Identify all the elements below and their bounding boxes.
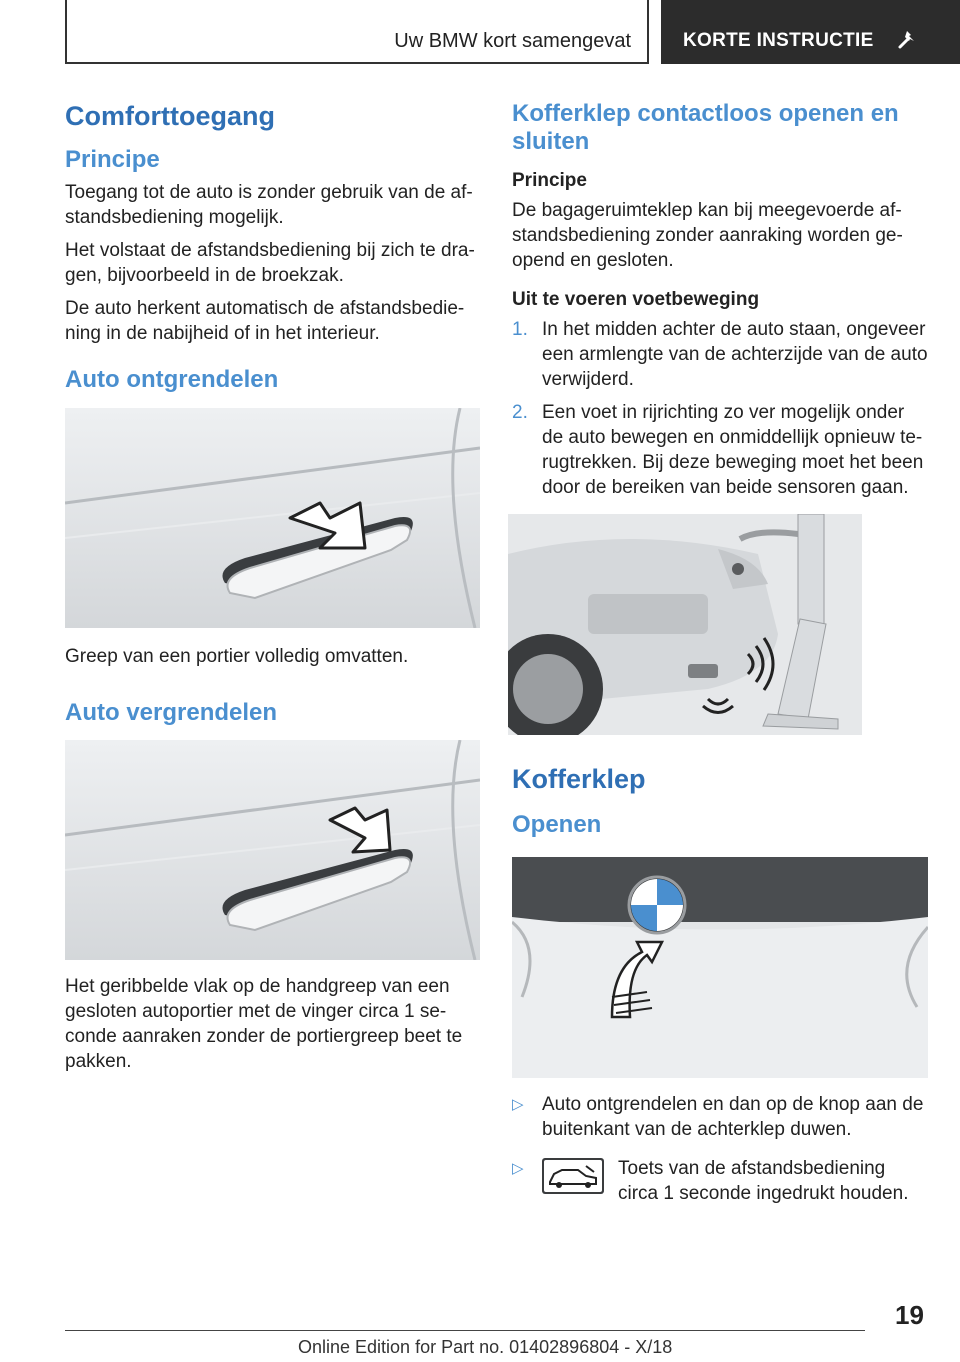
door-handle-unlock-image	[65, 408, 480, 628]
step-text: Een voet in rijrichting zo ver mogelijk onder de auto bewegen en onmiddellijk opnieuw te-rugtrekken. Bij deze beweging moet het been door de bereiken van beide sensoren gaan.	[542, 402, 924, 498]
header-chapter-tab	[661, 0, 960, 64]
contactless-principle-heading: Principe	[512, 170, 587, 191]
car-rear-foot-gesture-image	[508, 514, 862, 735]
principle-paragraph-2: Het volstaat de afstandsbediening bij zich te dra-gen, bijvoorbeeld in de broekzak.	[65, 239, 475, 286]
right-column	[512, 100, 928, 1206]
trunk-title: Kofferklep	[512, 764, 646, 794]
foot-movement-heading: Uit te voeren voetbeweging	[512, 289, 760, 310]
open-heading: Openen	[512, 811, 602, 839]
instruction-text: Auto ontgrendelen en dan op de knop aan de buitenkant van de achterklep duwen.	[542, 1093, 924, 1140]
step-number: 1.	[512, 319, 528, 340]
wrench-bolt-icon	[897, 28, 919, 50]
trunk-button-image	[512, 857, 928, 1078]
instruction-item	[512, 1092, 928, 1142]
door-handle-lock-image	[65, 740, 480, 960]
contactless-trunk-title: Kofferklep contactloos openen en sluiten	[512, 100, 899, 155]
lock-heading: Auto vergrendelen	[65, 698, 278, 726]
triangle-bullet-icon: ▷	[512, 1095, 524, 1113]
step-number: 2.	[512, 402, 528, 423]
step-item	[512, 317, 928, 392]
principle-paragraph-3: De auto herkent automatisch de afstandsbedie-ning in de nabijheid of in het interieur.	[65, 297, 465, 344]
left-column	[65, 100, 480, 1074]
contactless-principle-text: De bagageruimteklep kan bij meegevoerde af-standsbediening zonder aanraking worden ge-opend en gesloten.	[512, 200, 903, 271]
principle-heading: Principe	[65, 146, 160, 174]
car-trunk-key-icon	[542, 1158, 604, 1194]
instruction-item	[512, 1156, 928, 1206]
chapter-tab-label: KORTE INSTRUCTIE	[683, 30, 874, 51]
unlock-caption: Greep van een portier volledig omvatten.	[65, 645, 409, 667]
page-number: 19	[895, 1300, 924, 1330]
step-item	[512, 400, 928, 500]
step-text: In het midden achter de auto staan, ongeveer een armlengte van de achterzijde van de auto verwijderd.	[542, 319, 928, 390]
triangle-bullet-icon: ▷	[512, 1159, 524, 1177]
header-section-box	[65, 0, 649, 64]
footer-divider	[65, 1330, 865, 1331]
principle-paragraph-1: Toegang tot de auto is zonder gebruik van de af-standsbediening mogelijk.	[65, 181, 473, 228]
open-instructions	[512, 1092, 928, 1206]
unlock-heading: Auto ontgrendelen	[65, 365, 279, 393]
header-section-title: Uw BMW kort samengevat	[394, 30, 631, 52]
lock-caption: Het geribbelde vlak op de handgreep van een gesloten autoportier met de vinger circa 1 se-conde aanraken zonder de portiergreep beet te pakken.	[65, 976, 463, 1073]
comfort-access-title: Comforttoegang	[65, 101, 275, 131]
foot-movement-steps	[512, 317, 928, 500]
instruction-text: Toets van de afstandsbediening circa 1 seconde ingedrukt houden.	[618, 1157, 909, 1204]
footer-edition: Online Edition for Part no. 01402896804 - X/18	[298, 1337, 673, 1357]
